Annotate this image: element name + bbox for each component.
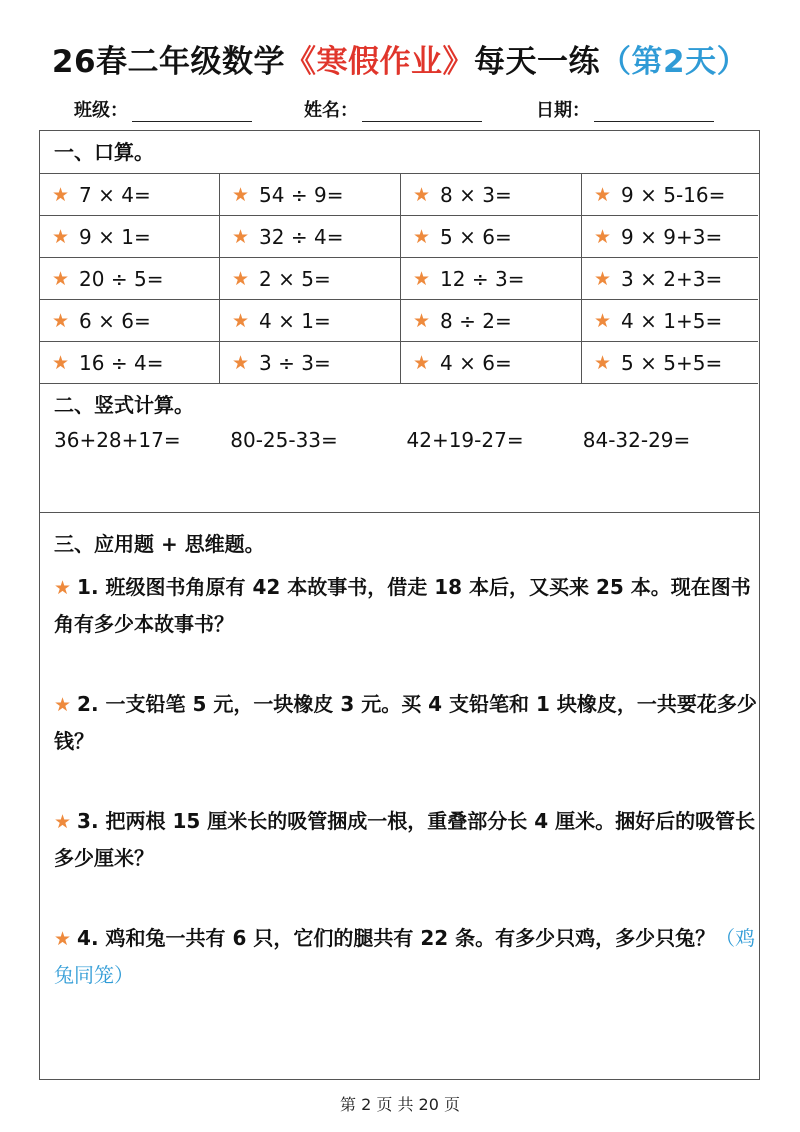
- problem-text: 1. 班级图书角原有 42 本故事书，借走 18 本后，又买来 25 本。现在图书角有多少本故事书？: [54, 575, 751, 636]
- mental-math-text: 20 ÷ 5=: [79, 266, 164, 291]
- name-label: 姓名：: [304, 100, 358, 121]
- mental-math-item: [40, 174, 220, 216]
- star-icon: ★: [52, 225, 70, 248]
- word-problem: [40, 686, 759, 759]
- word-problem: [40, 803, 759, 876]
- title-suffix: 每天一练: [474, 44, 601, 80]
- mental-math-item: [40, 300, 220, 342]
- mental-math-item: [401, 216, 582, 258]
- title-prefix: 26春二年级数学: [51, 44, 286, 80]
- class-blank[interactable]: [132, 101, 252, 122]
- mental-math-text: 12 ÷ 3=: [440, 266, 525, 291]
- star-icon: ★: [52, 183, 70, 206]
- mental-math-text: 3 ÷ 3=: [259, 350, 331, 375]
- mental-math-text: 6 × 6=: [79, 308, 151, 333]
- mental-math-text: 16 ÷ 4=: [79, 350, 164, 375]
- mental-math-text: 4 × 1+5=: [621, 308, 723, 333]
- mental-math-item: [401, 174, 582, 216]
- word-problem: [40, 920, 759, 993]
- problem-text: 3. 把两根 15 厘米长的吸管捆成一根，重叠部分长 4 厘米。捆好后的吸管长多少厘米？: [54, 809, 756, 870]
- mental-math-item: [582, 258, 758, 300]
- section1-title: 一、口算。: [40, 131, 759, 174]
- mental-math-text: 8 × 3=: [440, 182, 512, 207]
- star-icon: ★: [232, 183, 250, 206]
- star-icon: ★: [232, 309, 250, 332]
- mental-math-item: [40, 258, 220, 300]
- mental-math-text: 2 × 5=: [259, 266, 331, 291]
- star-icon: ★: [594, 351, 612, 374]
- section2-title: 二、竖式计算。: [54, 393, 194, 417]
- star-icon: ★: [52, 351, 70, 374]
- vertical-calc-item: 42+19-27=: [406, 428, 524, 452]
- star-icon: ★: [54, 811, 72, 833]
- mental-math-item: [40, 342, 220, 384]
- section3-title: 三、应用题 + 思维题。: [54, 532, 265, 556]
- star-icon: ★: [413, 183, 431, 206]
- star-icon: ★: [594, 309, 612, 332]
- star-icon: ★: [52, 267, 70, 290]
- mental-math-text: 3 × 2+3=: [621, 266, 723, 291]
- mental-math-text: 9 × 5-16=: [621, 182, 726, 207]
- section2: [40, 384, 759, 513]
- mental-math-item: [220, 216, 401, 258]
- date-blank[interactable]: [594, 101, 714, 122]
- mental-math-item: [220, 300, 401, 342]
- mental-math-text: 5 × 6=: [440, 224, 512, 249]
- star-icon: ★: [594, 267, 612, 290]
- mental-math-text: 8 ÷ 2=: [440, 308, 512, 333]
- mental-math-item: [401, 342, 582, 384]
- star-icon: ★: [413, 267, 431, 290]
- mental-math-item: [582, 300, 758, 342]
- mental-math-item: [220, 174, 401, 216]
- mental-math-grid: [40, 174, 759, 384]
- vertical-calc-row: [54, 428, 759, 452]
- star-icon: ★: [52, 309, 70, 332]
- info-row: [0, 96, 800, 124]
- date-label: 日期：: [536, 100, 590, 121]
- class-field[interactable]: [74, 96, 252, 122]
- page-footer: 第 2 页 共 20 页: [340, 1095, 460, 1114]
- star-icon: ★: [232, 351, 250, 374]
- mental-math-text: 4 × 1=: [259, 308, 331, 333]
- mental-math-item: [401, 300, 582, 342]
- vertical-calc-item: 84-32-29=: [582, 428, 691, 452]
- star-icon: ★: [232, 267, 250, 290]
- class-label: 班级：: [74, 100, 128, 121]
- mental-math-item: [582, 216, 758, 258]
- problem-text: 2. 一支铅笔 5 元，一块橡皮 3 元。买 4 支铅笔和 1 块橡皮，一共要花多少钱？: [54, 692, 757, 753]
- name-field[interactable]: [304, 96, 482, 122]
- mental-math-text: 9 × 9+3=: [621, 224, 723, 249]
- star-icon: ★: [413, 309, 431, 332]
- mental-math-item: [220, 258, 401, 300]
- mental-math-text: 7 × 4=: [79, 182, 151, 207]
- name-blank[interactable]: [362, 101, 482, 122]
- star-icon: ★: [54, 694, 72, 716]
- date-field[interactable]: [536, 96, 714, 122]
- mental-math-item: [401, 258, 582, 300]
- star-icon: ★: [594, 183, 612, 206]
- worksheet: [39, 130, 760, 1080]
- star-icon: ★: [594, 225, 612, 248]
- mental-math-text: 32 ÷ 4=: [259, 224, 344, 249]
- page-title: [0, 36, 800, 81]
- star-icon: ★: [54, 577, 72, 599]
- mental-math-item: [582, 174, 758, 216]
- vertical-calc-item: 80-25-33=: [230, 428, 338, 452]
- mental-math-item: [220, 342, 401, 384]
- mental-math-item: [582, 342, 758, 384]
- problem-text: 4. 鸡和兔一共有 6 只，它们的腿共有 22 条。有多少只鸡，多少只兔？: [77, 926, 716, 950]
- vertical-calc-item: 36+28+17=: [54, 428, 181, 452]
- title-day: （第2天）: [600, 44, 749, 80]
- mental-math-text: 4 × 6=: [440, 350, 512, 375]
- word-problem: [40, 569, 759, 642]
- star-icon: ★: [54, 928, 72, 950]
- problem-hint: （鸡兔同笼）: [54, 926, 756, 987]
- mental-math-text: 5 × 5+5=: [621, 350, 723, 375]
- title-highlight: 《寒假作业》: [285, 44, 475, 80]
- star-icon: ★: [413, 351, 431, 374]
- mental-math-text: 9 × 1=: [79, 224, 151, 249]
- section3: [40, 513, 759, 993]
- mental-math-item: [40, 216, 220, 258]
- star-icon: ★: [232, 225, 250, 248]
- mental-math-text: 54 ÷ 9=: [259, 182, 344, 207]
- star-icon: ★: [413, 225, 431, 248]
